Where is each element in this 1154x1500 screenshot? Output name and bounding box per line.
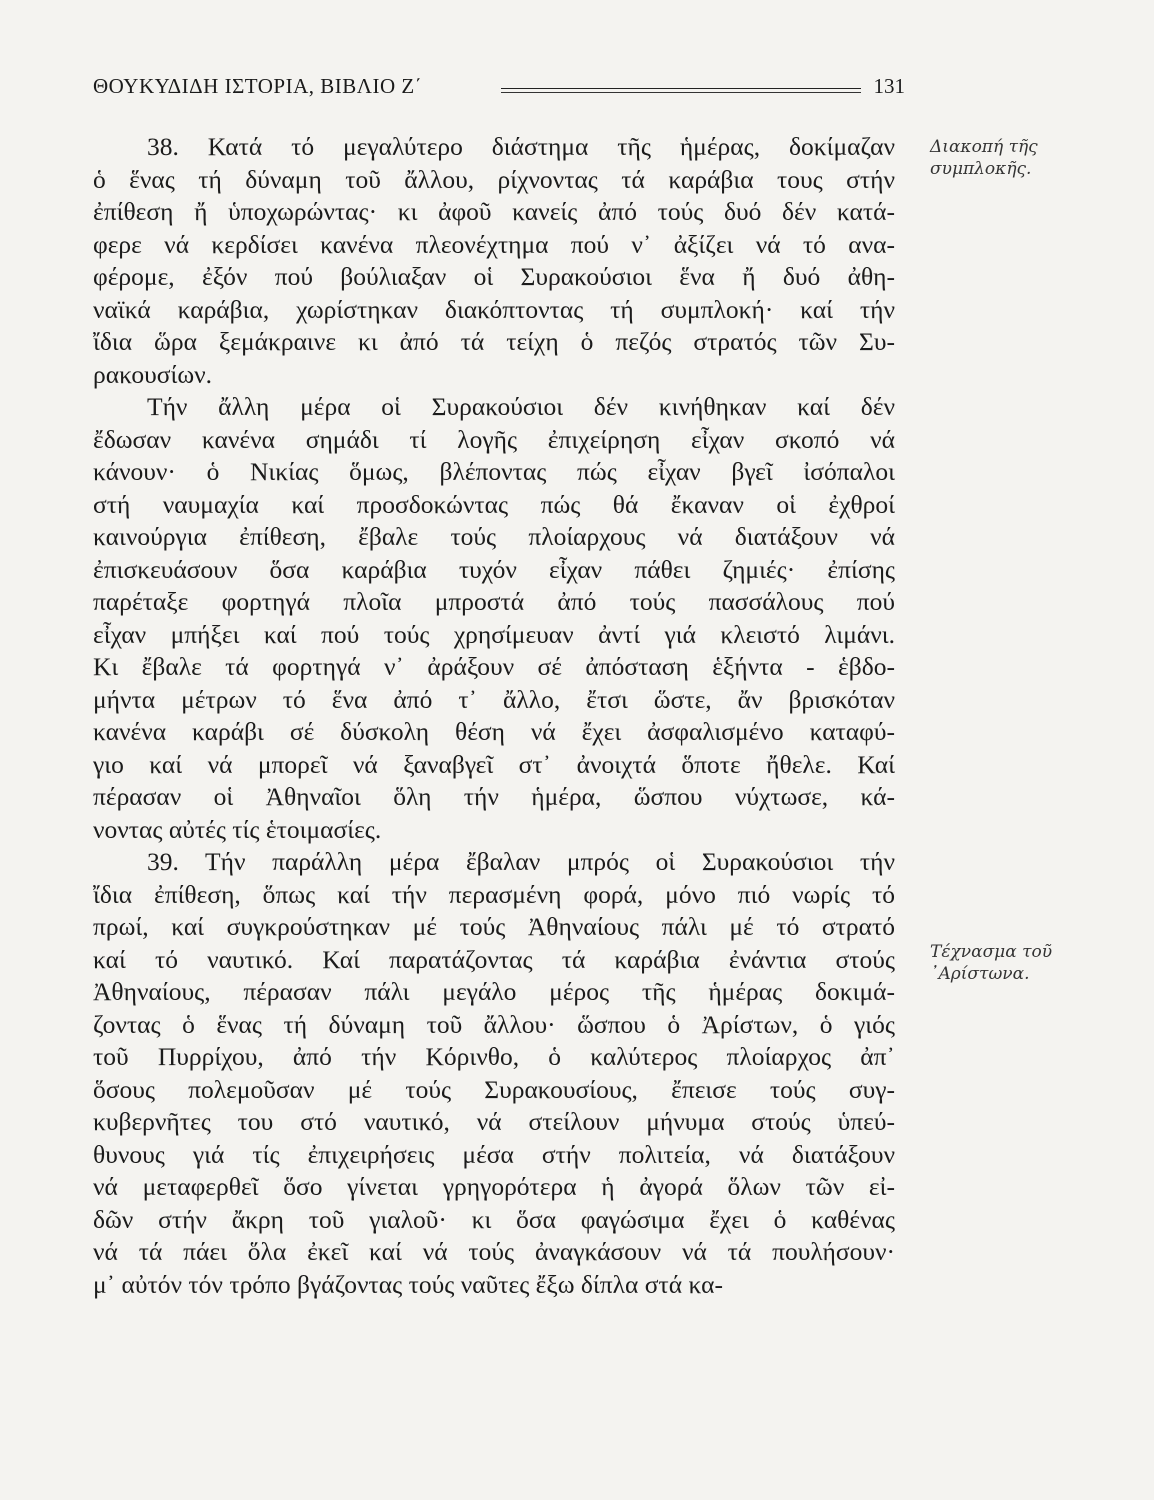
text-line: μ᾽ αὐτόν τόν τρόπο βγάζοντας τούς ναῦτες ἔξω δίπλα στά κα- [93,1269,723,1299]
margin-note-line: ᾽Αρίστωνα. [930,964,1030,984]
text-line: ἐπισκευάσουν ὅσα καράβια τυχόν εἶχαν πάθει ζημιές· ἐπίσης [93,554,895,584]
margin-note-line: συμπλοκῆς. [930,159,1032,179]
text-line: 38. Κατά τό μεγαλύτερο διάστημα τῆς ἡμέρας, δοκίμαζαν [147,132,895,161]
text-line: νά μεταφερθεῖ ὅσο γίνεται γρηγορότερα ἡ ἀγορά ὅλων τῶν εἰ- [93,1172,895,1201]
margin-note-ariston [930,941,1120,985]
header-rule [501,88,861,89]
header-rule-secondary [501,92,861,93]
text-line: μήντα μέτρων τό ἕνα ἀπό τ᾽ ἄλλο, ἔτσι ὥστε, ἄν βρισκόταν [93,684,895,714]
text-line: καί τό ναυτικό. Καί παρατάζοντας τά καράβια ἐνάντια στούς [93,944,895,974]
text-line: Ἀθηναίους, πέρασαν πάλι μεγάλο μέρος τῆς ἡμέρας δοκιμά- [93,977,895,1006]
text-line: φέρομε, ἐξόν πού βούλιαξαν οἱ Συρακούσιοι ἕνα ἤ δυό ἀθη- [93,262,895,291]
text-line: καινούργια ἐπίθεση, ἔβαλε τούς πλοίαρχους νά διατάξουν νά [93,522,895,551]
text-line: πρωί, καί συγκρούστηκαν μέ τούς Ἀθηναίους πάλι μέ τό στρατό [93,912,895,941]
text-line: φερε νά κερδίσει κανένα πλεονέχτημα πού ν᾽ ἀξίζει νά τό ανα- [93,229,895,259]
text-line: ἔδωσαν κανένα σημάδι τί λογῆς ἐπιχείρηση εἶχαν σκοπό νά [93,424,895,454]
running-title: ΘΟΥΚΥΔΙΔΗ ΙΣΤΟΡΙΑ, ΒΙΒΛΙΟ Ζ΄ [93,74,423,98]
page-number: 131 [873,74,905,98]
text-line: ὁ ἕνας τή δύναμη τοῦ ἄλλου, ρίχνοντας τά καράβια τους στήν [93,164,895,194]
page-header [93,74,905,104]
text-line: εἶχαν μπήξει καί πού τούς χρησίμευαν ἀντί γιά κλειστό λιμάνι. [93,619,895,649]
text-line: ἴδια ἐπίθεση, ὅπως καί τήν περασμένη φορά, μόνο πιό νωρίς τό [93,879,895,909]
margin-note-interruption [930,136,1120,180]
text-line: Κι ἔβαλε τά φορτηγά ν᾽ ἀράξουν σέ ἀπόσταση ἑξήντα - ἑβδο- [93,652,895,681]
text-line: πέρασαν οἱ Ἀθηναῖοι ὅλη τήν ἡμέρα, ὥσπου νύχτωσε, κά- [93,782,895,811]
text-line: ὅσους πολεμοῦσαν μέ τούς Συρακουσίους, ἔπεισε τούς συγ- [93,1074,895,1104]
margin-note-line: Διακοπή τῆς [930,137,1038,157]
text-line: ζοντας ὁ ἕνας τή δύναμη τοῦ ἄλλου· ὥσπου ὁ Ἀρίστων, ὁ γιός [93,1009,895,1039]
margin-note-line: Τέχνασμα τοῦ [930,942,1053,962]
text-line: θυνους γιά τίς ἐπιχειρήσεις μέσα στήν πολιτεία, νά διατάξουν [93,1139,895,1169]
body-text [93,131,895,1301]
text-line: κυβερνῆτες του στό ναυτικό, νά στείλουν μήνυμα στούς ὑπεύ- [93,1107,895,1136]
text-line: ρακουσίων. [93,359,213,389]
text-line: 39. Τήν παράλλη μέρα ἔβαλαν μπρός οἱ Συρακούσιοι τήν [147,847,895,876]
text-line: δῶν στήν ἄκρη τοῦ γιαλοῦ· κι ὅσα φαγώσιμα ἔχει ὁ καθένας [93,1204,895,1234]
text-line: ἴδια ὥρα ξεμάκραινε κι ἀπό τά τείχη ὁ πεζός στρατός τῶν Συ- [93,327,895,356]
text-line: ναϊκά καράβια, χωρίστηκαν διακόπτοντας τή συμπλοκή· καί τήν [93,294,895,324]
text-line: νοντας αὐτές τίς ἑτοιμασίες. [93,814,382,844]
text-line: κανένα καράβι σέ δύσκολη θέση νά ἔχει ἀσφαλισμένο καταφύ- [93,717,895,746]
text-line: γιο καί νά μπορεῖ νά ξαναβγεῖ στ᾽ ἀνοιχτά ὅποτε ἤθελε. Καί [93,749,895,779]
text-line: Τήν ἄλλη μέρα οἱ Συρακούσιοι δέν κινήθηκαν καί δέν [147,392,895,421]
text-line: κάνουν· ὁ Νικίας ὅμως, βλέποντας πώς εἶχαν βγεῖ ἰσόπαλοι [93,457,895,486]
text-line: τοῦ Πυρρίχου, ἀπό τήν Κόρινθο, ὁ καλύτερος πλοίαρχος ἀπ᾽ [93,1042,895,1071]
text-line: στή ναυμαχία καί προσδοκώντας πώς θά ἔκαναν οἱ ἐχθροί [93,489,895,519]
text-line: νά τά πάει ὅλα ἐκεῖ καί νά τούς ἀναγκάσουν νά τά πουλήσουν· [93,1237,895,1266]
text-line: ἐπίθεση ἤ ὑποχωρώντας· κι ἀφοῦ κανείς ἀπό τούς δυό δέν κατά- [93,197,895,226]
text-line: παρέταξε φορτηγά πλοῖα μπροστά ἀπό τούς πασσάλους πού [93,587,895,616]
